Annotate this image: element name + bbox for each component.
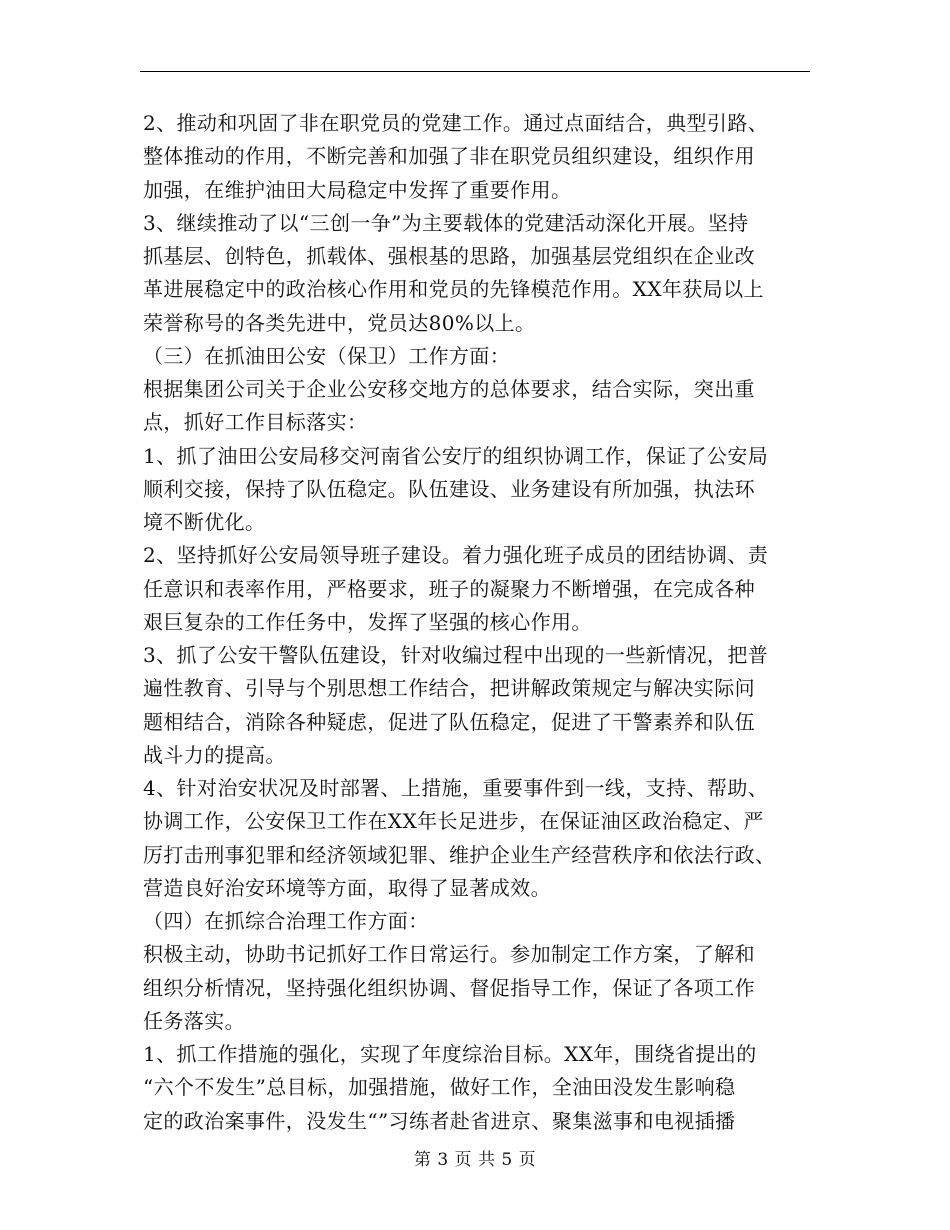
text-line: “六个不发生”总目标，加强措施，做好工作，全油田没发生影响稳 [143, 1075, 736, 1100]
text-line: 1、抓工作措施的强化，实现了年度综治目标。XX年，围绕省提出的 [143, 1042, 757, 1066]
text-line: 定的政治案事件，没发生“”习练者赴省进京、聚集滋事和电视插播 [143, 1108, 736, 1133]
header-rule [140, 71, 810, 72]
text-line: 境不断优化。 [143, 510, 266, 534]
text-line: 革进展稳定中的政治核心作用和党员的先锋模范作用。XX年获局以上 [143, 277, 764, 302]
text-line: 协调工作，公安保卫工作在XX年长足进步，在保证油区政治稳定、严 [143, 809, 764, 834]
text-line: 整体推动的作用，不断完善和加强了非在职党员组织建设，组织作用 [143, 144, 755, 169]
text-line: 战斗力的提高。 [143, 742, 286, 767]
text-line: 抓基层、创特色，抓载体、强根基的思路，加强基层党组织在企业改 [143, 244, 755, 268]
text-line: 艰巨复杂的工作任务中，发挥了坚强的核心作用。 [143, 609, 592, 634]
text-line: 遍性教育、引导与个别思想工作结合，把讲解政策规定与解决实际问 [143, 676, 755, 701]
text-line: 题相结合，消除各种疑虑，促进了队伍稳定，促进了干警素养和队伍 [143, 709, 755, 734]
text-line: （三）在抓油田公安（保卫）工作方面： [143, 343, 511, 368]
body-text [143, 107, 813, 1138]
text-line: 2、推动和巩固了非在职党员的党建工作。通过点面结合，典型引路、 [143, 111, 769, 135]
text-line: 组织分析情况，坚持强化组织协调、督促指导工作，保证了各项工作 [143, 975, 755, 1000]
text-line: 任意识和表率作用，严格要求，班子的凝聚力不断增强，在完成各种 [143, 576, 755, 601]
page-footer: 第 3 页 共 5 页 [413, 1150, 537, 1170]
text-line: 点，抓好工作目标落实： [143, 410, 368, 435]
text-line: 荣誉称号的各类先进中，党员达80%以上。 [143, 310, 536, 335]
text-line: 根据集团公司关于企业公安移交地方的总体要求，结合实际，突出重 [143, 377, 755, 401]
text-line: 加强，在维护油田大局稳定中发挥了重要作用。 [143, 177, 572, 202]
text-line: 积极主动，协助书记抓好工作日常运行。参加制定工作方案，了解和 [143, 942, 755, 967]
text-line: 顺利交接，保持了队伍稳定。队伍建设、业务建设有所加强，执法环 [143, 476, 755, 501]
text-line: 任务落实。 [143, 1008, 245, 1033]
text-line: 3、继续推动了以“三创一争”为主要载体的党建活动深化开展。坚持 [143, 210, 749, 235]
text-line: （四）在抓综合治理工作方面： [143, 909, 429, 933]
text-line: 营造良好治安环境等方面，取得了显著成效。 [143, 875, 551, 900]
text-line: 厉打击刑事犯罪和经济领域犯罪、维护企业生产经营秩序和依法行政、 [143, 842, 776, 867]
text-line: 3、抓了公安干警队伍建设，针对收编过程中出现的一些新情况，把普 [143, 643, 769, 667]
text-line: 1、抓了油田公安局移交河南省公安厅的组织协调工作，保证了公安局 [143, 443, 769, 468]
text-line: 2、坚持抓好公安局领导班子建设。着力强化班子成员的团结协调、责 [143, 543, 769, 568]
text-line: 4、针对治安状况及时部署、上措施，重要事件到一线，支持、帮助、 [143, 776, 769, 800]
